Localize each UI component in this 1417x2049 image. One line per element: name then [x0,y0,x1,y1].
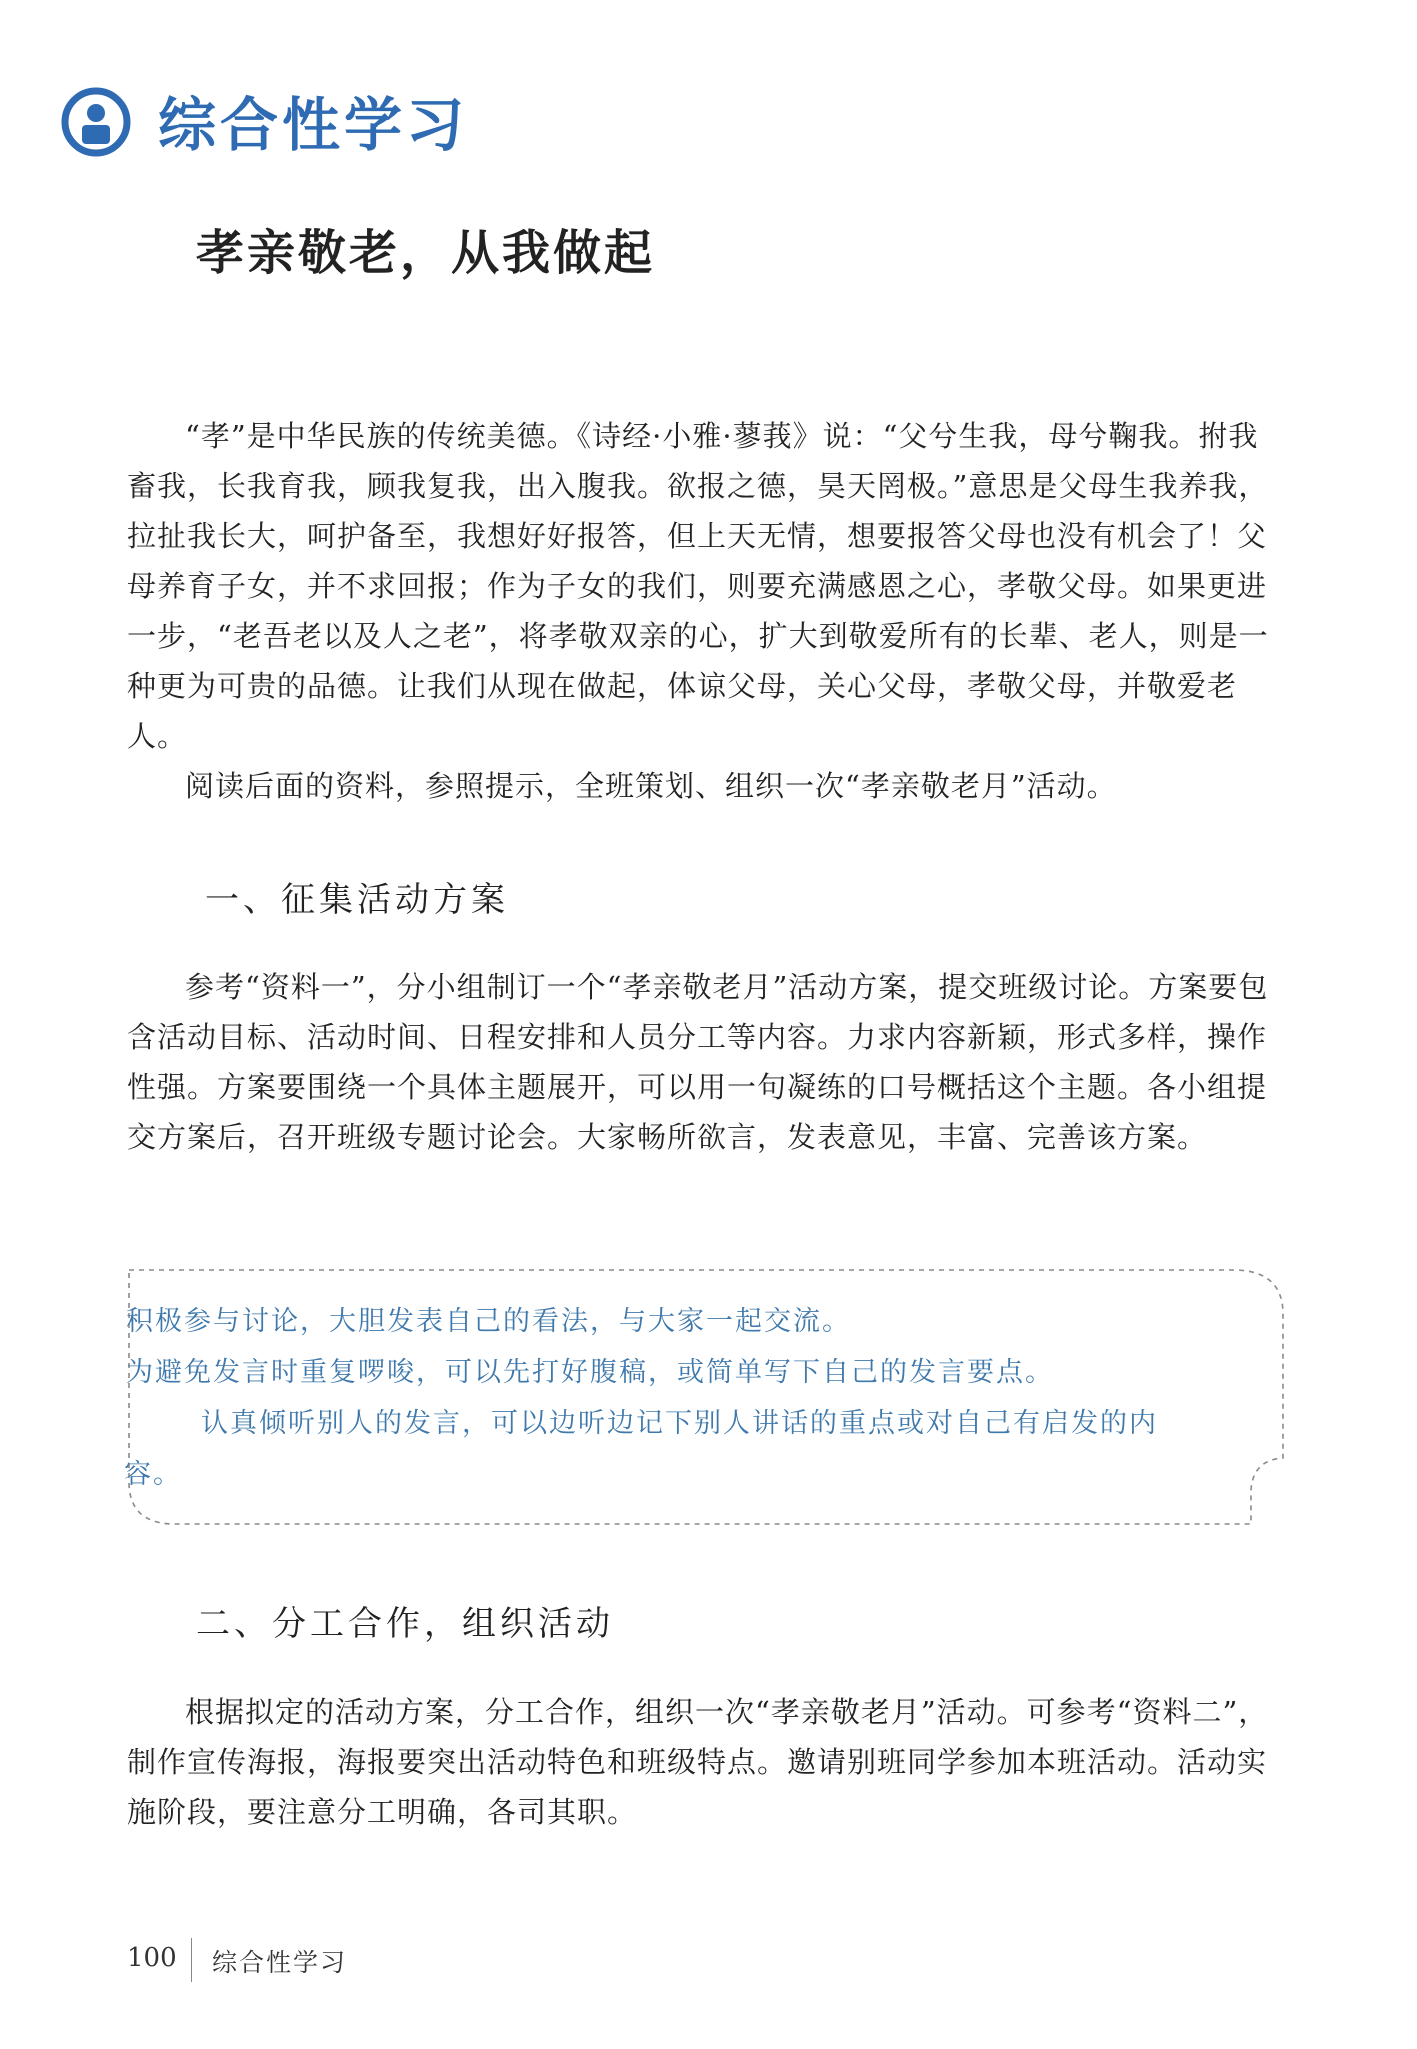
tip-item: 积极参与讨论，大胆发表自己的看法，与大家一起交流。 [126,1306,851,1337]
section1-heading: 一、征集活动方案 [205,880,509,920]
intro-paragraph: “孝”是中华民族的传统美德。《诗经·小雅·蓼莪》说：“父兮生我，母兮鞠我。拊我畜我，长我育我，顾我复我，出入腹我。欲报之德，昊天罔极。”意思是父母生我养我，拉扯我长大，呵护备至，我想好好报答，但上天无情，想要报答父母也没有机会了！父母养育子女，并不求回报；作为子女的我们，则要充满感恩之心，孝敬父母。如果更进一步，“老吾老以及人之老”，将孝敬双亲的心，扩大到敬爱所有的长辈、老人，则是一种更为可贵的品德。让我们从现在做起，体谅父母，关心父母，孝敬父母，并敬爱老人。 [127,419,1269,753]
section2-heading: 二、分工合作，组织活动 [196,1604,614,1644]
person-in-circle-icon [60,86,132,158]
section-title: 综合性学习 [158,91,469,159]
tip-item: 认真倾听别人的发言，可以边听边记下别人讲话的重点或对自己有启发的内容。 [124,1408,1158,1490]
section2-paragraph: 根据拟定的活动方案，分工合作，组织一次“孝亲敬老月”活动。可参考“资料二”，制作宣传海报，海报要突出活动特色和班级特点。邀请别班同学参加本班活动。活动实施阶段，要注意分工明确，各司其职。 [127,1695,1269,1829]
page-number: 100 [127,1943,177,1973]
intro-task: 阅读后面的资料，参照提示，全班策划、组织一次“孝亲敬老月”活动。 [185,769,1117,803]
section1-paragraph: 参考“资料一”，分小组制订一个“孝亲敬老月”活动方案，提交班级讨论。方案要包含活动目标、活动时间、日程安排和人员分工等内容。力求内容新颖，形式多样，操作性强。方案要围绕一个具体主题展开，可以用一句凝练的口号概括这个主题。各小组提交方案后，召开班级专题讨论会。大家畅所欲言，发表意见，丰富、完善该方案。 [127,970,1269,1154]
tip-item: 为避免发言时重复啰唆，可以先打好腹稿，或简单写下自己的发言要点。 [126,1357,1054,1388]
lesson-title: 孝亲敬老，从我做起 [196,225,656,281]
footer-divider [191,1938,192,1982]
footer-section-title: 综合性学习 [212,1948,348,1977]
